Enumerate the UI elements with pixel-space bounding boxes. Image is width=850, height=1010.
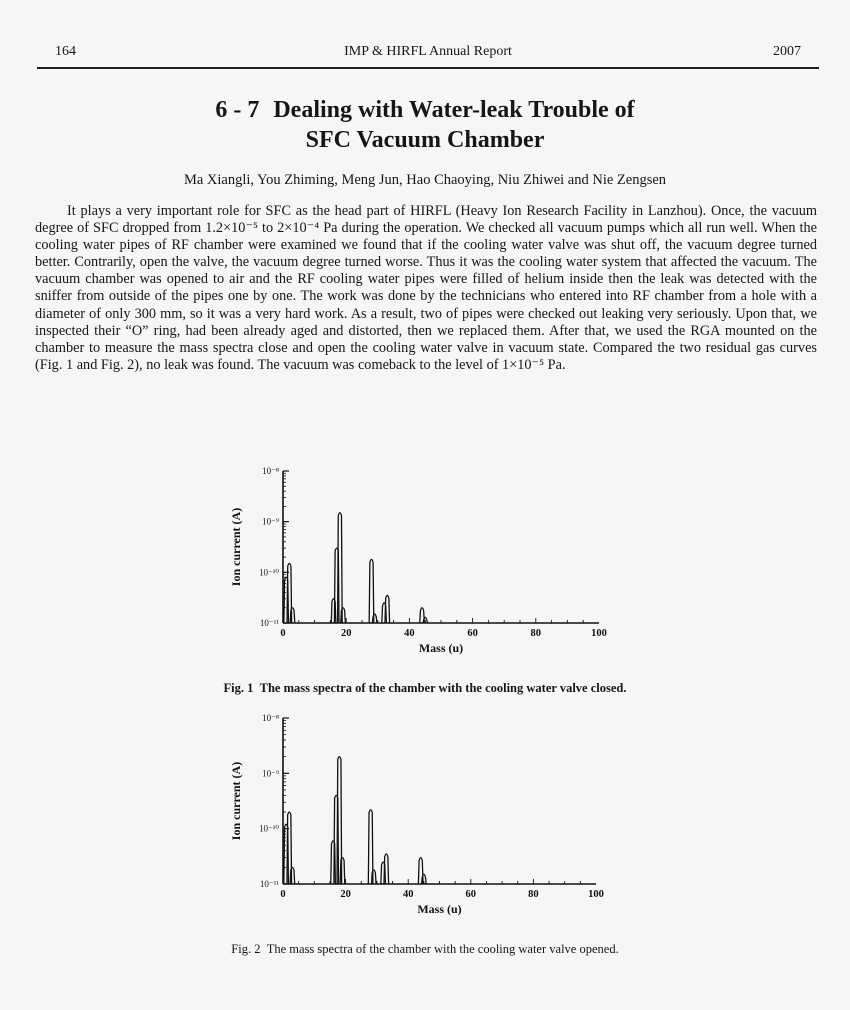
spectrum-peak [371,870,376,884]
body-paragraph: It plays a very important role for SFC as the head part of HIRFL (Heavy Ion Research Facility in Lanzhou). Once, the vacuum degree of SFC dropped from 1.2×10⁻⁵ to 2×10⁻⁴ Pa during the operation. We checked all vacuum pumps which all run well. When the cooling water pipes of RF chamber were examined we found that if the cooling water valve was shut off, the vacuum degree turned better. Contrarily, open the valve, the vacuum degree turned worse. Thus it was the cooling water system that affected the vacuum. The vacuum chamber was opened to air and the RF cooling water pipes were filled of helium inside then the leak was detected with the sniffer from outside of the pipes one by one. The work was done by the technicians who entered into RF chamber from a hole with a diameter of only 300 mm, so it was a very hard work. As a result, two of pipes were checked out leaking very seriously. Upon that, we inspected their “O” ring, had been already aged and distorted, then we replaced them. After that, we used the RGA mounted on the chamber to measure the mass spectra close and open the cooling water valve in vacuum state. Compared the two residual gas curves (Fig. 1 and Fig. 2), no leak was found. The vacuum was comeback to the level of 1×10⁻⁵ Pa. [35,203,817,373]
y-axis-title: Ion current (A) [229,507,243,587]
figure-1-caption-text: The mass spectra of the chamber with the cooling water valve closed. [259,681,627,695]
title-line-1: Dealing with Water-leak Trouble of [273,97,635,123]
article-body [35,203,817,374]
y-tick-label: 10⁻⁸ [262,713,279,723]
figure-1-svg [225,463,625,663]
y-tick-label: 10⁻¹¹ [259,879,279,889]
x-tick-label: 100 [591,628,607,639]
spectrum-peak [369,559,374,623]
running-header [37,44,819,66]
x-tick-label: 60 [467,628,478,639]
x-tick-label: 100 [588,889,604,900]
spectrum-peak [290,867,295,884]
author-list: Ma Xiangli, You Zhiming, Meng Jun, Hao Chaoying, Niu Zhiwei and Nie Zengsen [183,172,667,188]
y-tick-label: 10⁻¹⁰ [258,823,279,834]
x-tick-label: 20 [340,889,351,900]
figure-2-svg [225,712,625,924]
article-title [0,95,850,155]
x-tick-label: 40 [404,628,415,639]
x-tick-label: 0 [280,628,286,639]
y-tick-label: 10⁻⁸ [262,466,279,476]
figure-2-chart [225,712,625,924]
x-tick-label: 80 [530,628,542,639]
journal-title: IMP & HIRFL Annual Report [344,44,512,59]
figure-1-caption [0,681,850,696]
y-axis-title: Ion current (A) [229,761,243,841]
figure-2-caption [0,942,850,957]
y-tick-label: 10⁻⁹ [262,768,279,779]
figure-2-caption-text: The mass spectra of the chamber with the cooling water valve opened. [266,942,619,956]
y-tick-label: 10⁻⁹ [262,516,279,527]
header-rule [37,67,819,69]
spectrum-peak [341,608,346,623]
y-tick-label: 10⁻¹⁰ [258,567,279,578]
x-axis-title: Mass (u) [418,641,464,655]
page-number: 164 [55,44,76,59]
x-tick-label: 20 [340,628,352,639]
spectrum-peak [290,608,295,623]
x-tick-label: 80 [528,889,539,900]
x-tick-label: 40 [402,889,414,900]
spectrum-peak [372,614,377,623]
figure-1-chart [225,463,625,663]
spectrum-peak [385,595,390,623]
spectrum-peak [384,854,389,884]
x-tick-label: 60 [465,889,477,900]
y-tick-label: 10⁻¹¹ [259,618,279,628]
title-line-2: SFC Vacuum Chamber [305,127,545,153]
x-axis-title: Mass (u) [417,902,462,916]
article-number: 6 - 7 [215,97,260,123]
report-year: 2007 [773,44,801,59]
figure-1-label: Fig. 1 [223,681,254,695]
spectrum-peak [338,513,343,623]
spectrum-peak [340,858,345,884]
figure-2-label: Fig. 2 [231,942,261,956]
x-tick-label: 0 [280,889,286,900]
